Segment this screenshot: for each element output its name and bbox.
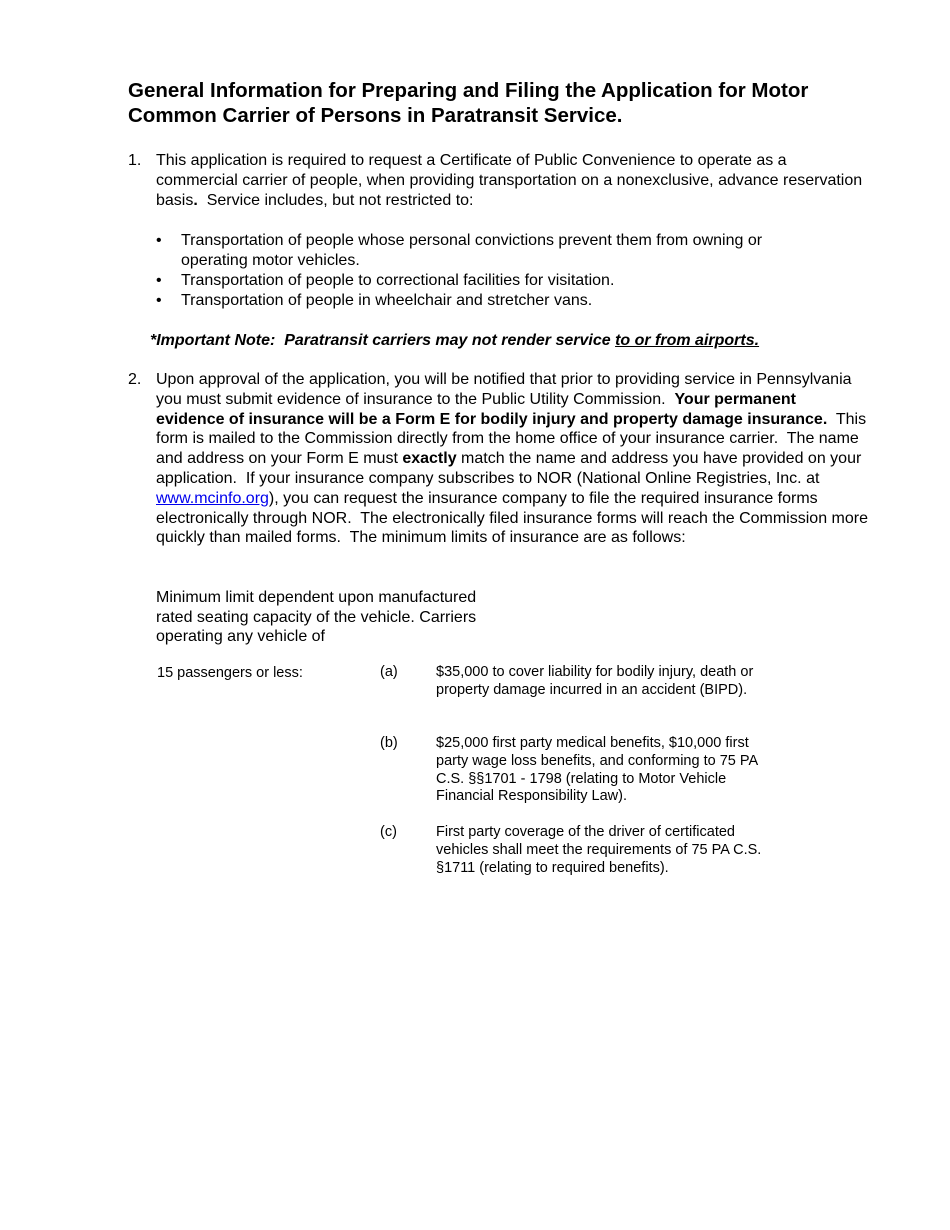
limit-letter: (b) [380,735,398,751]
item-1-text-c: Service includes, but not restricted to: [197,191,474,209]
item-1-text-b: . [193,191,198,209]
item-2-bold1: Your permanent evidence of insurance will be a Form E for bodily injury and property damage insurance. [156,390,828,428]
item-1 [128,151,868,210]
limit-letter: (a) [380,664,398,680]
bullet-dot-icon: • [156,232,162,249]
limit-text: First party coverage of the driver of certificated vehicles shall meet the requirements of 75 PA C.S. §1711 (relating to required benefits). [436,824,762,876]
bullet-text: Transportation of people whose personal convictions prevent them from owning or operating motor vehicles. [181,232,763,269]
limit-item-b [380,735,780,806]
note-underlined: to or from airports. [615,332,760,349]
service-bullet-list [156,231,796,311]
item-2-bold2: exactly [402,450,457,468]
limit-text: $25,000 first party medical benefits, $10,000 first party wage loss benefits, and conforming to 75 PA C.S. §§1701 - 1798 (relating to Motor Vehicle Financial Responsibility Law). [436,735,758,805]
limit-item-c [380,824,780,877]
item-2-part1: Upon approval of the application, you will be notified that prior to providing service in Pennsylvania you must submit evidence of insurance to the Public Utility Commission. [156,371,856,408]
note-lead: *Important Note: Paratransit carriers may not render service [150,332,616,349]
item-2-text [156,370,873,548]
bullet-text: Transportation of people to correctional facilities for visitation. [181,271,615,289]
item-2-part2: This form is mailed to the Commission directly from the home office of your insurance carrier. The name and address on your Form E must [156,410,871,468]
capacity-label: 15 passengers or less: [157,665,303,681]
item-2-part3: match the name and address you have provided on your application. If your insurance company subscribes to NOR (National Online Registries, Inc. at [156,450,866,487]
mcinfo-link[interactable]: www.mcinfo.org [156,489,269,507]
minimum-limit-text: Minimum limit dependent upon manufactured rated seating capacity of the vehicle. Carriers operating any vehicle of [156,589,477,645]
bullet-dot-icon: • [156,291,162,309]
limit-letter: (c) [380,824,397,840]
item-2-part4: ), you can request the insurance company to file the required insurance forms electronically through NOR. The electronically filed insurance forms will reach the Commission more quickly than mailed forms. The minimum limits of insurance are as follows: [156,489,873,547]
bullet-item [156,231,796,270]
item-1-text [156,151,868,210]
item-2-number: 2. [128,371,142,388]
item-1-text-a: This application is required to request a Certificate of Public Convenience to operate as a commercial carrier of people, when providing transportation on a nonexclusive, advance reservation basis [156,152,863,209]
bullet-item [156,271,796,291]
important-note [150,331,870,351]
item-1-number: 1. [128,152,142,169]
bullet-item [156,291,796,311]
item-2 [128,370,873,548]
bullet-dot-icon: • [156,271,162,289]
limit-text: $35,000 to cover liability for bodily injury, death or property damage incurred in an accident (BIPD). [436,664,754,698]
limit-item-a [380,664,780,700]
bullet-text: Transportation of people in wheelchair and stretcher vans. [181,291,593,309]
document-title: General Information for Preparing and Filing the Application for Motor Common Carrier of Persons in Paratransit Service. [128,79,809,127]
